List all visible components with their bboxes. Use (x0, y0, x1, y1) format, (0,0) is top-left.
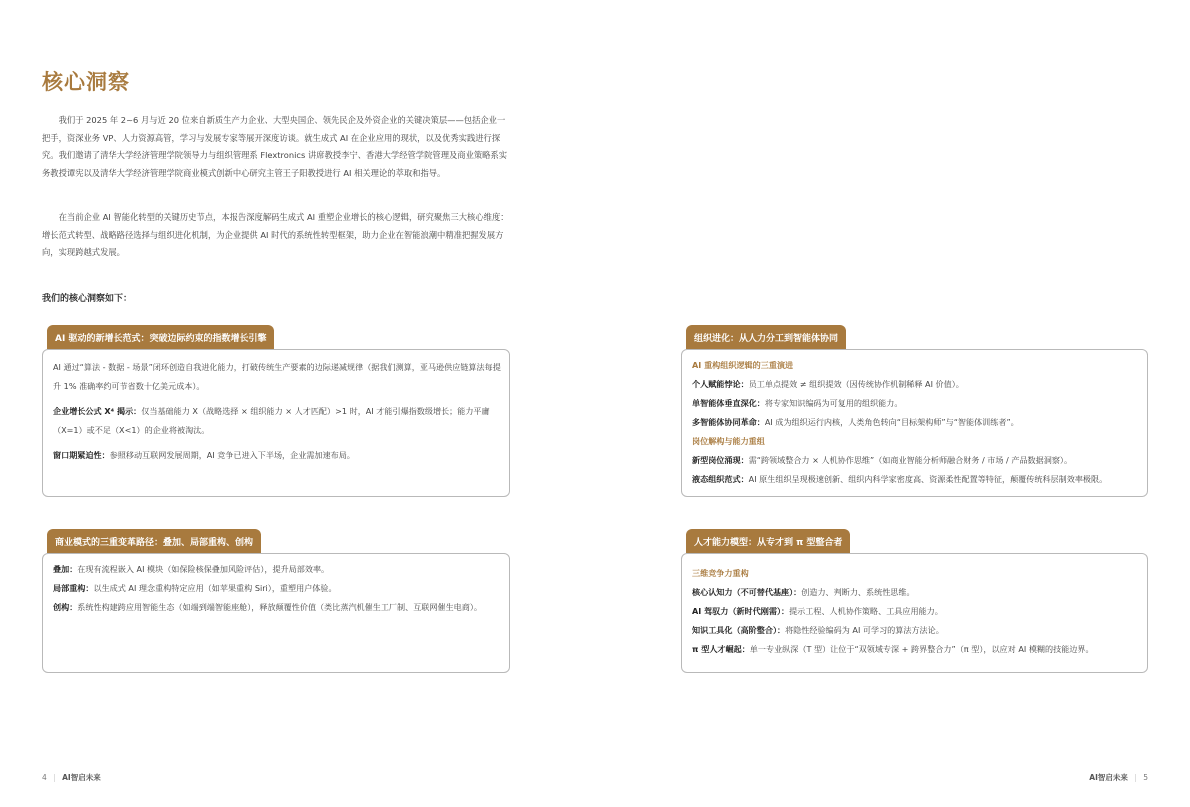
page-title: 核心洞察 (42, 70, 130, 94)
footer-right: AI智启未来 | 5 (1089, 773, 1148, 782)
box3-org-evolution (681, 349, 1148, 497)
box3-section-2-heading: 岗位解构与能力重组 (692, 436, 765, 446)
box2-tab: 商业模式的三重变革路径：叠加、局部重构、创构 (47, 529, 261, 553)
box3-line-4: 新型岗位涌现：需“跨领域整合力 × 人机协作思维”（如商业智能分析师融合财务 / 市场 / 产品数据洞察）。 (692, 455, 1073, 465)
box2-line-2: 局部重构：以生成式 AI 理念重构特定应用（如苹果重构 Siri），重塑用户体验。 (53, 583, 337, 593)
box4-line-2: AI 驾驭力（新时代刚需）：提示工程、人机协作策略、工具应用能力。 (692, 606, 943, 616)
box1-line-1: AI 通过“算法 - 数据 - 场景”闭环创造自我进化能力，打破传统生产要素的边际递减规律（据我们测算，亚马逊供应链算法每提升 1% 准确率约可节省数十亿美元成本）。 (53, 362, 501, 391)
box2-line-1: 叠加：在现有流程嵌入 AI 模块（如保险核保叠加风险评估），提升局部效率。 (53, 564, 330, 574)
box3-tab: 组织进化：从人力分工到智能体协同 (686, 325, 846, 349)
box4-line-3: 知识工具化（高阶整合）：将隐性经验编码为 AI 可学习的算法方法论。 (692, 625, 944, 635)
box2-business-model (42, 553, 510, 673)
box3-line-5: 液态组织范式：AI 原生组织呈现极速创新、组织内科学家密度高、资源柔性配置等特征，颠覆传统科层制效率极限。 (692, 474, 1108, 484)
intro-paragraph-2: 在当前企业 AI 智能化转型的关键历史节点，本报告深度解码生成式 AI 重塑企业增长的核心逻辑，研究聚焦三大核心维度：增长范式转型、战略路径选择与组织进化机制，为企业提供 AI 时代的系统性转型框架，助力企业在智能浪潮中精准把握发展方向，实现跨越式发展。 (42, 212, 509, 257)
box3-line-2: 单智能体垂直深化：将专家知识编码为可复用的组织能力。 (692, 398, 903, 408)
box3-section-1-heading: AI 重构组织逻辑的三重演进 (692, 360, 794, 370)
footer-brand-left: AI智启未来 (62, 773, 101, 782)
footer-left: 4 | AI智启未来 (42, 773, 101, 782)
box3-line-3: 多智能体协同革命：AI 成为组织运行内核，人类角色转向“目标架构师”与“智能体训练者”。 (692, 417, 1019, 427)
box4-line-1: 核心认知力（不可替代基座）：创造力、判断力、系统性思维。 (692, 587, 915, 597)
page-number-right: 5 (1143, 773, 1148, 782)
footer-brand-right: AI智启未来 (1089, 773, 1128, 782)
box4-talent-model (681, 553, 1148, 673)
box1-line-2: 企业增长公式 X⁴ 揭示：仅当基础能力 X（战略选择 × 组织能力 × 人才匹配）>1 时，AI 才能引爆指数级增长；能力平庸（X=1）或不足（X<1）的企业将被淘汰。 (53, 406, 490, 435)
box4-heading: 三维竞争力重构 (692, 568, 749, 578)
box1-line-3: 窗口期紧迫性：参照移动互联网发展周期，AI 竞争已进入下半场，企业需加速布局。 (53, 450, 355, 460)
box4-tab: 人才能力模型：从专才到 π 型整合者 (686, 529, 850, 553)
box1-tab: AI 驱动的新增长范式：突破边际约束的指数增长引擎 (47, 325, 274, 349)
box4-line-4: π 型人才崛起：单一专业纵深（T 型）让位于“双领域专深 + 跨界整合力”（π 型），以应对 AI 模糊的技能边界。 (692, 644, 1094, 654)
box1-growth-paradigm (42, 349, 510, 497)
box2-line-3: 创构：系统性构建跨应用智能生态（如端到端智能座舱），释放颠覆性价值（类比蒸汽机催生工厂制、互联网催生电商）。 (53, 602, 482, 612)
page-number-left: 4 (42, 773, 47, 782)
insights-heading: 我们的核心洞察如下： (42, 294, 133, 304)
box3-line-1: 个人赋能悖论：员工单点提效 ≠ 组织提效（因传统协作机制稀释 AI 价值）。 (692, 379, 964, 389)
intro-paragraph-1: 我们于 2025 年 2~6 月与近 20 位来自新质生产力企业、大型央国企、领先民企及外资企业的关键决策层——包括企业一把手，资深业务 VP、人力资源高管，学习与发展专家等展开深度访谈。就生成式 AI 在企业应用的现状，以及优秀实践进行探究。我们邀请了清华大学经济管理学院领导力与组织管理系 Flextronics 讲席教授李宁、香港大学经管学院管理及商业策略系实务教授谭宪以及清华大学经济管理学院商业模式创新中心研究主管王子阳教授进行 AI 相关理论的萃取和指导。 (42, 115, 508, 178)
